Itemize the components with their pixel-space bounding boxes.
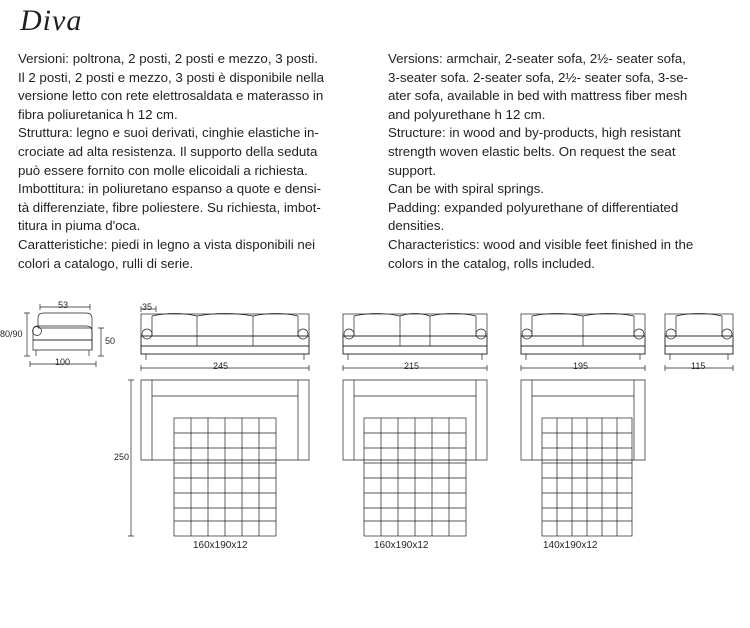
text-line: 3-seater sofa. 2-seater sofa, 2½- seater sofa, 3-se- [388, 69, 689, 85]
side-view-width-label: 100 [55, 357, 71, 367]
width-label-2-and-half-seater: 215 [404, 361, 420, 371]
text-line: Versions: armchair, 2-seater sofa, 2½- seater sofa, [388, 51, 686, 66]
page-title: Diva [20, 4, 83, 37]
text-line: strength woven elastic belts. On request the seat [388, 143, 676, 159]
text-line: densities. [388, 218, 445, 234]
text-line: colors in the catalog, rolls included. [388, 255, 595, 271]
text-line: tà differenziate, fibre poliestere. Su richiesta, imbot- [18, 199, 321, 215]
width-label-3-seater: 245 [213, 361, 229, 371]
plan-depth-label: 250 [114, 452, 130, 462]
text-line: Can be with spiral springs. [388, 181, 544, 197]
text-line: Imbottitura: in poliuretano espanso a quote e densi- [18, 181, 322, 197]
front-view-2-and-half-seater [343, 314, 487, 537]
side-view-depth-label: 53 [58, 300, 69, 310]
mattress-label-2-and-half-seater: 160x190x12 [374, 540, 429, 551]
text-line: Padding: expanded polyurethane of differentiated [388, 199, 679, 215]
arm-dimension-label: 35 [142, 302, 153, 312]
technical-drawings [0, 300, 750, 570]
text-line: ater sofa, available in bed with mattress fiber mesh [388, 88, 688, 104]
text-line: versione letto con rete elettrosaldata e materasso in [18, 88, 324, 104]
side-view-height-label: 80/90 [0, 329, 23, 339]
width-label-armchair: 115 [691, 361, 706, 371]
text-line: Structure: in wood and by-products, high resistant [388, 125, 681, 141]
text-line: può essere fornito con molle elicoidali a richiesta. [18, 162, 308, 178]
text-line: Versioni: poltrona, 2 posti, 2 posti e mezzo, 3 posti. [18, 51, 319, 66]
text-line: Struttura: legno e suoi derivati, cinghie elastiche in- [18, 125, 319, 141]
width-label-2-seater: 195 [573, 361, 589, 371]
front-view-3-seater [128, 306, 309, 536]
text-line: titura in piuma d'oca. [18, 218, 141, 234]
english-description-column [388, 50, 740, 273]
front-view-2-seater [521, 314, 645, 537]
text-line: support. [388, 162, 437, 178]
text-line: and polyurethane h 12 cm. [388, 106, 546, 122]
side-view-seat-height-label: 50 [105, 336, 116, 346]
text-line: Characteristics: wood and visible feet finished in the [388, 236, 694, 252]
text-line: Caratteristiche: piedi in legno a vista disponibili nei [18, 236, 316, 252]
text-line: Il 2 posti, 2 posti e mezzo, 3 posti è disponibile nella [18, 69, 325, 85]
italian-description-column [18, 50, 370, 273]
mattress-label-3-seater: 160x190x12 [193, 540, 248, 551]
text-line: colori a catalogo, rulli di serie. [18, 255, 194, 271]
text-line: fibra poliuretanica h 12 cm. [18, 106, 178, 122]
mattress-label-2-seater: 140x190x12 [543, 540, 598, 551]
text-line: crociate ad alta resistenza. Il supporto della seduta [18, 143, 318, 159]
